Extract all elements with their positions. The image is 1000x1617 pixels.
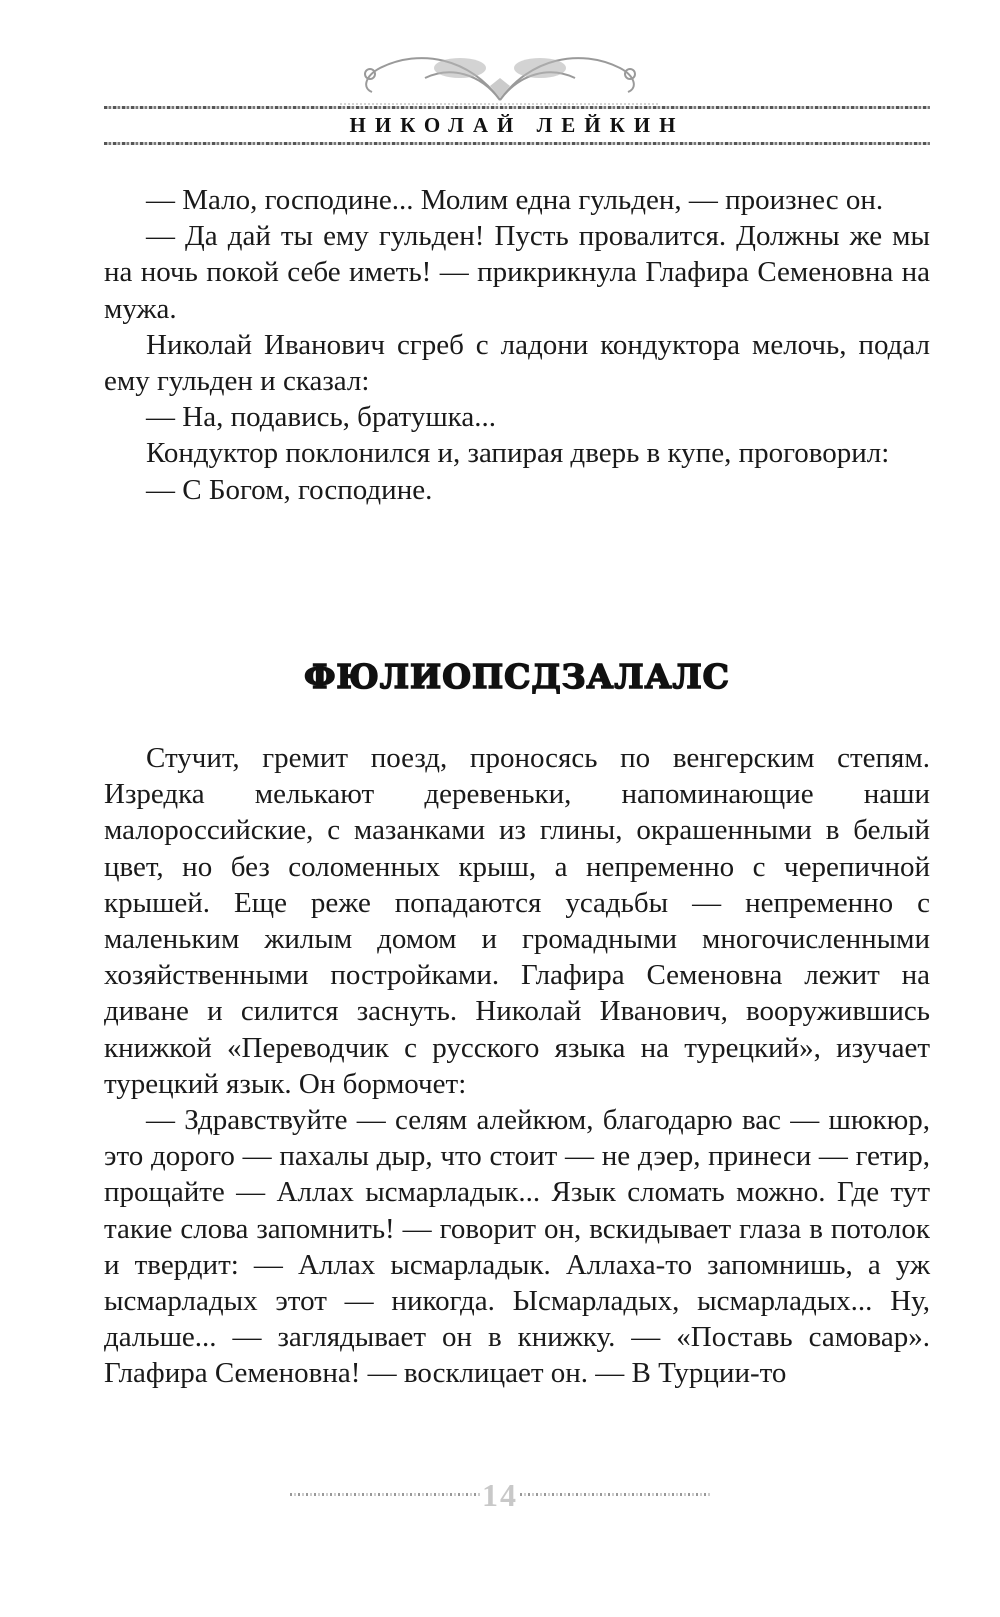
header-top-rule — [104, 106, 930, 109]
footer-right-rule — [520, 1493, 710, 1496]
chapter-text — [104, 740, 930, 1392]
paragraph: — Мало, господине... Молим една гульден, — произнес он. — [146, 184, 884, 216]
page-number: 14 — [482, 1477, 518, 1513]
running-head: НИКОЛАЙ ЛЕЙКИН — [349, 113, 685, 137]
paragraph: — Да дай ты ему гульден! Пусть провалится. Должны же мы на ночь покой себе иметь! — прикрикнула Глафира Семеновна на мужа. — [104, 220, 930, 325]
paragraph: Стучит, гремит поезд, проносясь по венгерским степям. Изредка мелькают деревеньки, напоминающие наши малороссийские, с мазанками из глины, окрашенными в белый цвет, но без соломенных крыш, а непременно с черепичной крышей. Еще реже попадаются усадьбы — непременно с маленьким жилым домом и громадными многочисленными хозяйственными постройками. Глафира Семеновна лежит на диване и силится заснуть. Николай Иванович, вооружившись книжкой «Переводчик с русского языка на турецкий», изучает турецкий язык. Он бормочет: — [104, 742, 930, 1100]
chapter-title: ФЮЛИОПСДЗАЛАЛС — [304, 657, 730, 696]
header-bottom-rule — [104, 142, 930, 145]
paragraph: — На, подавись, братушка... — [146, 401, 496, 434]
page-footer — [270, 1475, 730, 1515]
paragraph: Кондуктор поклонился и, запирая дверь в купе, проговорил: — [146, 437, 890, 470]
paragraph: — Здравствуйте — селям алейкюм, благодарю вас — шюкюр, это дорого — пахалы дыр, что стоит — не дэер, принеси — гетир, прощайте — Аллах ысмарладык... Язык сломать можно. Где тут такие слова запомнить! — говорит он, вскидывает глаза в потолок и твердит: — Аллах ысмарладык. Аллаха-то запомнишь, а уж ысмарладых этот — никогда. Ысмарладых, ысмарладых... Ну, дальше... — заглядывает он в книжку. — «Поставь самовар». Глафира Семеновна! — восклицает он. — В Турции-то — [104, 1104, 930, 1390]
header-ornament-icon — [340, 38, 660, 108]
previous-section-text — [104, 182, 930, 508]
paragraph: — С Богом, господине. — [146, 473, 433, 506]
paragraph: Николай Иванович сгреб с ладони кондуктора мелочь, подал ему гульден и сказал: — [104, 328, 930, 398]
